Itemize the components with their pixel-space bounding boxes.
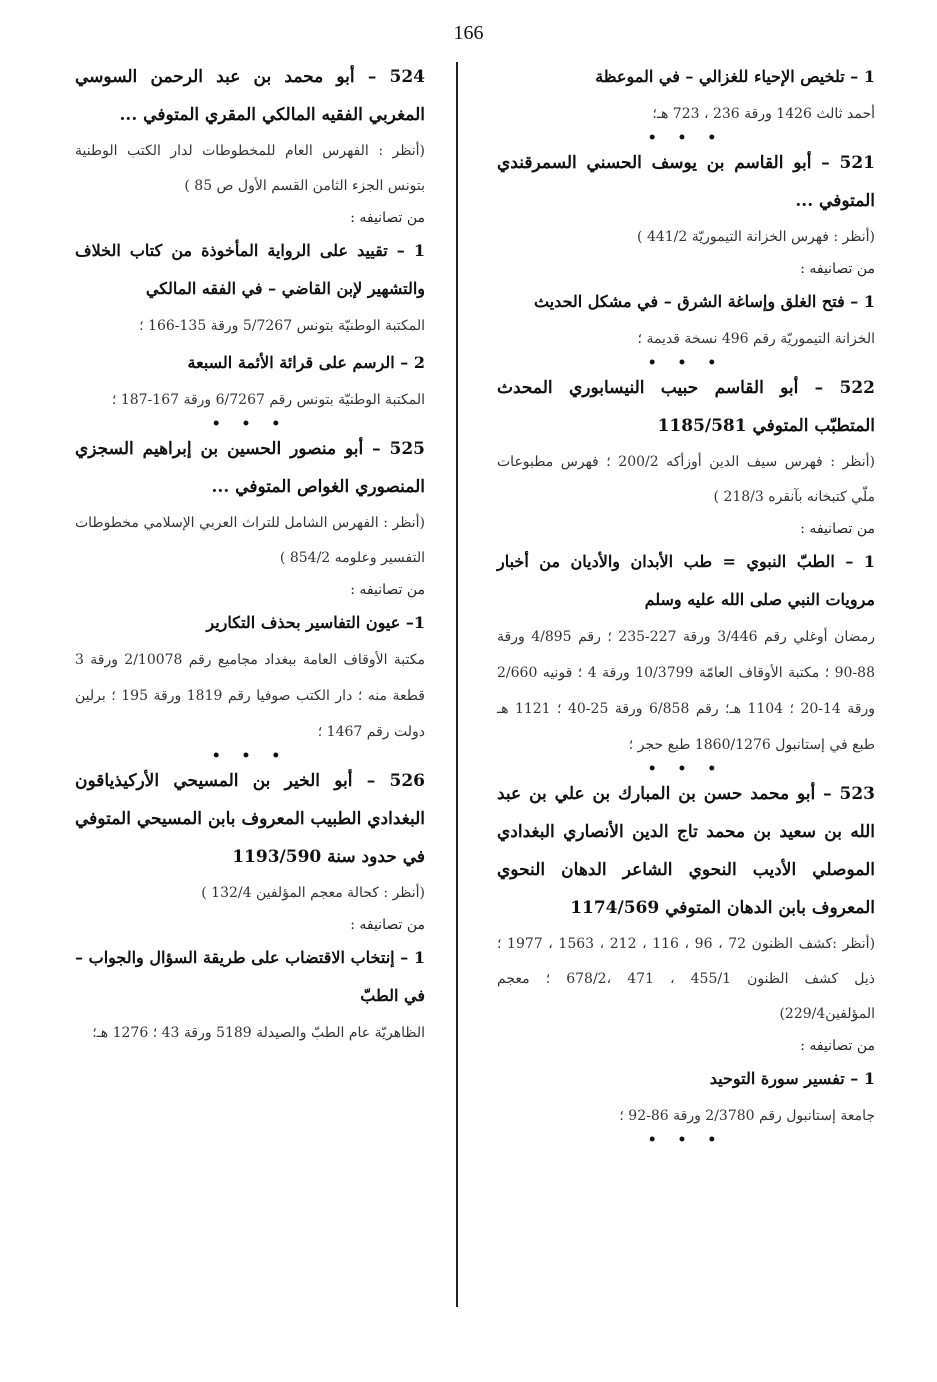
manuscript-location: مكتبة الأوقاف العامة ببغداد مجاميع رقم 2/10078 ورقة 3 قطعة منه ؛ دار الكتب صوفيا رقم 1819 ورقة 195 ؛ برلين دولت رقم 1467 ؛ — [75, 652, 425, 740]
entry-reference: (أنظر : فهرس سيف الدين أوزأكه 200/2 ؛ فهرس مطبوعات ملّي كتبخانه بآنقره 218/3 ) — [497, 454, 876, 505]
work-title: 1 – الطبّ النبوي = طب الأبدان والأديان من أخبار مرويات النبي صلى الله عليه وسلم — [497, 552, 875, 609]
works-label: من تصانيفه : — [350, 917, 425, 933]
entry-526 — [75, 762, 425, 1051]
entry-reference: (أنظر : الفهرس الشامل للتراث العربي الإسلامي مخطوطات التفسير وعلومه 854/2 ) — [75, 515, 425, 566]
entry-title: 525 – أبو منصور الحسين بن إبراهيم السجزي المنصوري الغواص المتوفي ... — [75, 439, 425, 497]
separator-dots: • • • — [647, 130, 725, 146]
entry-title: 522 – أبو القاسم حبيب النيسابوري المحدث المتطبّب المتوفي 1185/581 — [497, 378, 875, 436]
work-title: 1 – تفسير سورة التوحيد — [709, 1069, 875, 1088]
work-title: 1 – تقييد على الرواية المأخوذة من كتاب الخلاف والتشهير لإبن القاضي – في الفقه المالكي — [75, 241, 425, 298]
right-column — [497, 58, 875, 1146]
manuscript-location: الظاهريّة عام الطبّ والصيدلة 5189 ورقة 43 ؛ 1276 هـ؛ — [92, 1025, 425, 1041]
entry-reference: (أنظر :كشف الظنون 72 ، 96 ، 116 ، 212 ، 1563 ، 1977 ؛ ذيل كشف الظنون 455/1 ، 471 ،678/2 ؛ معجم المؤلفين229/4) — [497, 936, 876, 1022]
manuscript-location: جامعة إستانبول رقم 2/3780 ورقة 86-92 ؛ — [619, 1108, 875, 1124]
separator-dots: • • • — [647, 761, 725, 777]
manuscript-location: الخزانة التيموريّة رقم 496 نسخة قديمة ؛ — [637, 331, 875, 347]
work-title: 1 – إنتخاب الاقتضاب على طريقة السؤال والجواب – في الطبّ — [75, 948, 425, 1005]
works-label: من تصانيفه : — [800, 1038, 875, 1054]
works-label: من تصانيفه : — [350, 582, 425, 598]
entry-523 — [497, 775, 875, 1146]
works-label: من تصانيفه : — [800, 521, 875, 537]
separator-dots: • • • — [211, 416, 289, 432]
manuscript-location: المكتبة الوطنيّة بتونس 5/7267 ورقة 135-166 ؛ — [139, 318, 425, 334]
manuscript-location: أحمد ثالث 1426 ورقة 236 ، 723 هـ؛ — [652, 106, 875, 122]
separator-dots: • • • — [647, 1132, 725, 1148]
entry-525 — [75, 430, 425, 762]
work-title: 1 – تلخيص الإحياء للغزالي – في الموعظة — [595, 67, 875, 86]
entry-reference: (أنظر : الفهرس العام للمخطوطات لدار الكتب الوطنية بتونس الجزء الثامن القسم الأول ص 85 ) — [75, 143, 425, 194]
page-number: 166 — [453, 22, 484, 44]
entry-521 — [497, 144, 875, 369]
separator-dots: • • • — [647, 355, 725, 371]
manuscript-location: رمضان أوغلي رقم 3/446 ورقة 227-235 ؛ رقم 4/895 ورقة 88-90 ؛ مكتبة الأوقاف العامّة 10/3799 ورقة 4 ؛ قونيه 2/660 ورقة 14-20 ؛ 1104 هـ؛ رقم 6/858 ورقة 25-40 ؛ 1121 هـ طبع في إستانبول 1860/1276 طبع حجر ؛ — [497, 629, 876, 753]
work-title: 1– عيون التفاسير بحذف التكارير — [206, 613, 425, 632]
entry-title: 523 – أبو محمد حسن بن المبارك بن علي بن عبد الله بن سعيد بن محمد تاج الدين الأنصاري البغدادي الموصلي الأديب النحوي الشاعر الدهان النحوي المعروف بابن الدهان المتوفي 1174/569 — [497, 784, 875, 918]
work-title: 1 – فتح الغلق وإساغة الشرق – في مشكل الحديث — [534, 292, 875, 311]
entry-title: 524 – أبو محمد بن عبد الرحمن السوسي المغربي الفقيه المالكي المقري المتوفي ... — [75, 67, 425, 125]
separator-dots: • • • — [211, 748, 289, 764]
entry-524 — [75, 58, 425, 430]
entry-title: 526 – أبو الخير بن المسيحي الأركيذياقون البغدادي الطبيب المعروف بابن المسيحي المتوفي في حدود سنة 1193/590 — [75, 771, 425, 867]
manuscript-location: المكتبة الوطنيّة بتونس رقم 6/7267 ورقة 167-187 ؛ — [111, 392, 425, 408]
column-divider — [456, 62, 458, 1307]
entry-reference: (أنظر : فهرس الخزانة التيموريّة 441/2 ) — [637, 229, 875, 245]
entry-reference: (أنظر : كحالة معجم المؤلفين 132/4 ) — [201, 885, 425, 901]
works-label: من تصانيفه : — [800, 261, 875, 277]
entry-522 — [497, 369, 875, 775]
works-label: من تصانيفه : — [350, 210, 425, 226]
left-column — [75, 58, 425, 1051]
entry-title: 521 – أبو القاسم بن يوسف الحسني السمرقندي المتوفي ... — [497, 153, 875, 211]
work-title: 2 – الرسم على قرائة الأئمة السبعة — [187, 353, 425, 372]
